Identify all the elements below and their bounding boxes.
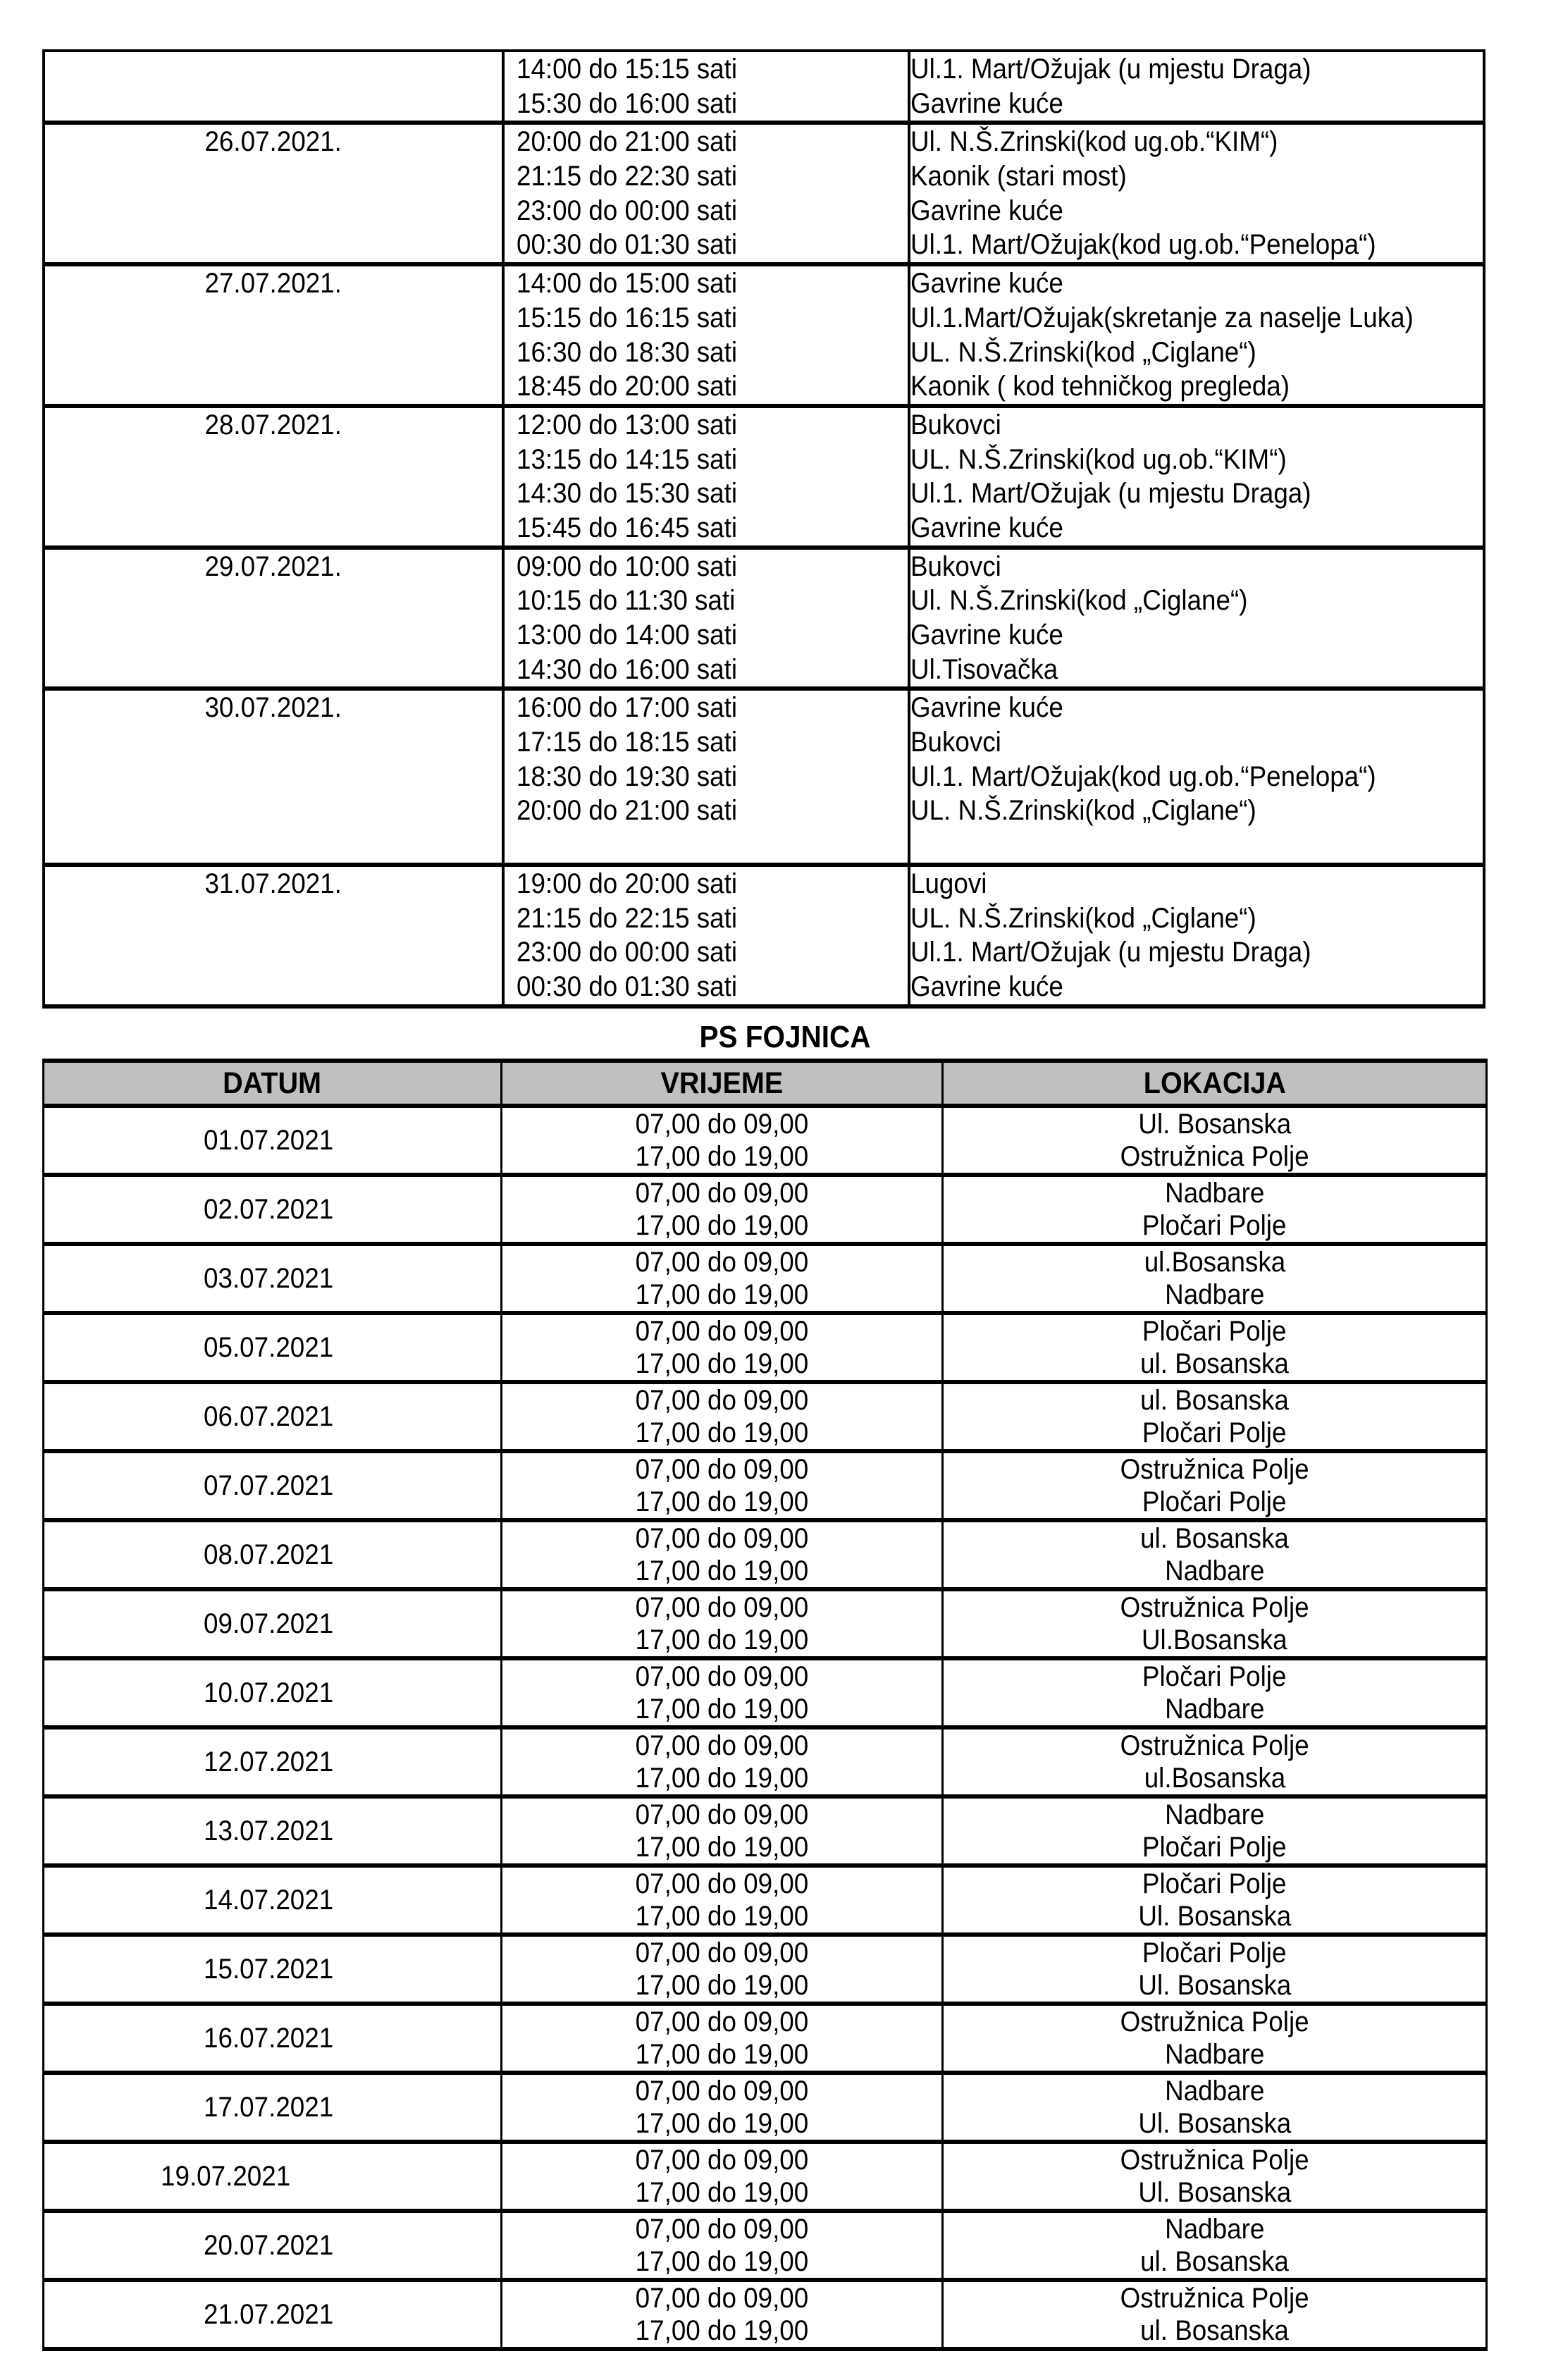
location-name: Nadbare	[1164, 1694, 1265, 1725]
time-range: 07,00 do 09,00	[635, 1592, 809, 1623]
time-range: 17,00 do 19,00	[635, 1763, 809, 1794]
time-range: 18:30 do 19:30 sati	[517, 760, 738, 792]
date-text: 17.07.2021	[204, 2092, 334, 2123]
header-location	[943, 1061, 1487, 1106]
location-name: UL. N.Š.Zrinski(kod „Ciglane“)	[910, 795, 1256, 827]
location-name: ul. Bosanska	[1140, 2315, 1289, 2346]
time-cell	[502, 1382, 943, 1451]
table-row	[44, 2280, 1487, 2349]
location-name: Ul.Bosanska	[1142, 1624, 1287, 1655]
location-name: Bukovci	[910, 409, 1001, 440]
time-range: 07,00 do 09,00	[635, 2006, 809, 2037]
location-name: Pločari Polje	[1142, 1210, 1287, 1241]
location-cell	[943, 1727, 1487, 1796]
date-text: 26.07.2021.	[204, 126, 342, 158]
time-range: 17,00 do 19,00	[635, 1901, 809, 1932]
location-cell	[943, 1589, 1487, 1658]
header-location-label: LOKACIJA	[1143, 1066, 1286, 1100]
time-range: 15:30 do 16:00 sati	[517, 87, 738, 119]
time-range: 14:00 do 15:00 sati	[517, 268, 738, 300]
time-cell	[502, 2280, 943, 2349]
date-text: 30.07.2021.	[204, 692, 342, 724]
time-range: 17:15 do 18:15 sati	[517, 727, 738, 758]
location-name: Gavrine kuće	[910, 970, 1063, 1002]
time-range: 20:00 do 21:00 sati	[517, 126, 738, 158]
location-name: Ul. Bosanska	[1138, 1109, 1291, 1140]
date-text: 15.07.2021	[204, 1954, 334, 1985]
time-range: 12:00 do 13:00 sati	[517, 409, 738, 440]
table-row	[44, 1727, 1487, 1796]
table-row	[44, 264, 1484, 406]
location-name: Ul. Bosanska	[1138, 2108, 1291, 2139]
location-cell	[909, 264, 1484, 406]
time-cell	[503, 865, 909, 1006]
location-name: Pločari Polje	[1142, 1486, 1287, 1517]
date-text: 21.07.2021	[204, 2299, 334, 2330]
location-cell	[943, 1866, 1487, 1935]
time-range: 00:30 do 01:30 sati	[517, 970, 738, 1002]
time-range: 15:15 do 16:15 sati	[517, 302, 738, 333]
table-row	[44, 1244, 1487, 1313]
table-row	[44, 1866, 1487, 1935]
date-text: 02.07.2021	[204, 1194, 334, 1225]
date-text: 16.07.2021	[204, 2023, 334, 2054]
location-name: Ostružnica Polje	[1120, 1454, 1309, 1485]
time-range: 07,00 do 09,00	[635, 1730, 809, 1761]
header-row	[44, 1061, 1487, 1106]
table-row	[44, 1935, 1487, 2004]
location-cell	[909, 51, 1484, 123]
date-cell	[44, 1106, 502, 1175]
table-row	[44, 1451, 1487, 1520]
time-range: 17,00 do 19,00	[635, 1832, 809, 1863]
time-range: 07,00 do 09,00	[635, 2076, 809, 2107]
location-cell	[943, 2073, 1487, 2142]
time-range: 20:00 do 21:00 sati	[517, 795, 738, 827]
time-range: 07,00 do 09,00	[635, 1454, 809, 1485]
time-cell	[502, 1589, 943, 1658]
time-range: 17,00 do 19,00	[635, 1210, 809, 1241]
location-name: Ul.1. Mart/Ožujak (u mjestu Draga)	[910, 54, 1311, 85]
date-text: 14.07.2021	[204, 1885, 334, 1916]
table-row	[44, 689, 1484, 864]
date-cell	[44, 123, 503, 264]
location-name: Gavrine kuće	[910, 692, 1063, 724]
location-name: Ul. Bosanska	[1138, 2177, 1291, 2208]
time-range: 00:30 do 01:30 sati	[517, 229, 738, 261]
date-cell	[44, 1866, 502, 1935]
date-cell	[44, 1589, 502, 1658]
date-text: 29.07.2021.	[204, 550, 342, 582]
location-cell	[943, 1313, 1487, 1382]
date-cell	[44, 2280, 502, 2349]
date-text: 31.07.2021.	[204, 868, 342, 899]
header-date-label: DATUM	[223, 1066, 322, 1100]
date-cell	[44, 406, 503, 548]
time-range: 07,00 do 09,00	[635, 1109, 809, 1140]
location-cell	[943, 1382, 1487, 1451]
time-range: 19:00 do 20:00 sati	[517, 868, 738, 899]
time-range: 17,00 do 19,00	[635, 2177, 809, 2208]
time-cell	[502, 1313, 943, 1382]
location-name: Ostružnica Polje	[1120, 1141, 1309, 1172]
date-text: 19.07.2021	[161, 2161, 291, 2192]
time-range: 07,00 do 09,00	[635, 2145, 809, 2176]
time-cell	[502, 2004, 943, 2073]
time-cell	[503, 689, 909, 864]
time-range: 17,00 do 19,00	[635, 1348, 809, 1379]
location-name: Ul.Tisovačka	[910, 653, 1058, 685]
date-cell	[44, 2073, 502, 2142]
time-range: 17,00 do 19,00	[635, 1624, 809, 1655]
location-name: Gavrine kuće	[910, 619, 1063, 651]
time-range: 13:00 do 14:00 sati	[517, 619, 738, 651]
date-cell	[44, 2004, 502, 2073]
time-cell	[502, 1935, 943, 2004]
time-range: 15:45 do 16:45 sati	[517, 512, 738, 543]
location-cell	[909, 123, 1484, 264]
table-row	[44, 1589, 1487, 1658]
location-cell	[943, 2142, 1487, 2211]
time-range: 07,00 do 09,00	[635, 1316, 809, 1347]
location-cell	[943, 1658, 1487, 1727]
table-row	[44, 2211, 1487, 2280]
location-cell	[943, 1451, 1487, 1520]
date-cell	[44, 1244, 502, 1313]
location-name: Pločari Polje	[1142, 1937, 1287, 1968]
location-name: Ul. N.Š.Zrinski(kod „Ciglane“)	[910, 585, 1248, 617]
date-cell	[44, 865, 503, 1006]
location-name: Nadbare	[1164, 1279, 1265, 1310]
time-range: 14:00 do 15:15 sati	[517, 54, 738, 85]
time-range: 17,00 do 19,00	[635, 1486, 809, 1517]
time-range: 17,00 do 19,00	[635, 1141, 809, 1172]
time-range: 16:30 do 18:30 sati	[517, 336, 738, 368]
location-name: Ul.1.Mart/Ožujak(skretanje za naselje Luka)	[910, 302, 1414, 333]
table-row	[44, 1520, 1487, 1589]
section-title	[0, 1018, 1563, 1057]
time-cell	[502, 1175, 943, 1244]
date-cell	[44, 1451, 502, 1520]
time-range: 07,00 do 09,00	[635, 1661, 809, 1692]
location-cell	[909, 406, 1484, 548]
date-text: 06.07.2021	[204, 1401, 334, 1432]
location-name: Kaonik (stari most)	[910, 161, 1127, 192]
date-cell	[44, 1935, 502, 2004]
location-name: Ostružnica Polje	[1120, 2283, 1309, 2314]
date-cell	[44, 1382, 502, 1451]
table-row	[44, 123, 1484, 264]
location-cell	[943, 1175, 1487, 1244]
date-text: 03.07.2021	[204, 1263, 334, 1294]
date-text: 05.07.2021	[204, 1332, 334, 1363]
schedule-table-continuation	[42, 49, 1485, 1009]
location-cell	[943, 1796, 1487, 1866]
location-name: Ul. Bosanska	[1138, 1970, 1291, 2001]
location-name: ul. Bosanska	[1140, 1385, 1289, 1416]
table-header	[44, 1061, 1487, 1106]
table-row	[44, 865, 1484, 1006]
date-text: 27.07.2021.	[204, 268, 342, 300]
time-range: 17,00 do 19,00	[635, 1555, 809, 1586]
date-cell	[44, 1727, 502, 1796]
table-row	[44, 1313, 1487, 1382]
date-cell	[44, 1520, 502, 1589]
time-range: 07,00 do 09,00	[635, 1523, 809, 1554]
date-text: 10.07.2021	[204, 1677, 334, 1708]
time-range: 16:00 do 17:00 sati	[517, 692, 738, 724]
location-name: UL. N.Š.Zrinski(kod ug.ob.“KIM“)	[910, 443, 1287, 475]
location-name: UL. N.Š.Zrinski(kod „Ciglane“)	[910, 902, 1256, 934]
time-cell	[502, 1727, 943, 1796]
location-name: UL. N.Š.Zrinski(kod „Ciglane“)	[910, 336, 1256, 368]
time-range: 07,00 do 09,00	[635, 1385, 809, 1416]
time-cell	[503, 548, 909, 689]
date-text: 12.07.2021	[204, 1746, 334, 1777]
date-text: 09.07.2021	[204, 1608, 334, 1639]
location-name: Kaonik ( kod tehničkog pregleda)	[910, 371, 1290, 402]
time-range: 21:15 do 22:30 sati	[517, 161, 738, 192]
time-range: 17,00 do 19,00	[635, 1970, 809, 2001]
location-name: Gavrine kuće	[910, 87, 1063, 119]
header-time	[502, 1061, 943, 1106]
location-cell	[943, 2280, 1487, 2349]
date-cell	[44, 51, 503, 123]
location-name: Ul. N.Š.Zrinski(kod ug.ob.“KIM“)	[910, 126, 1278, 158]
location-name: Pločari Polje	[1142, 1316, 1287, 1347]
location-name: Nadbare	[1164, 2076, 1265, 2107]
time-range: 07,00 do 09,00	[635, 2214, 809, 2245]
location-name: ul. Bosanska	[1140, 2246, 1289, 2277]
location-name: ul.Bosanska	[1144, 1247, 1285, 1278]
time-range: 13:15 do 14:15 sati	[517, 443, 738, 475]
table-row	[44, 1106, 1487, 1175]
location-name: Nadbare	[1164, 1178, 1265, 1209]
location-name: Pločari Polje	[1142, 1832, 1287, 1863]
date-cell	[44, 2142, 502, 2211]
header-time-label: VRIJEME	[660, 1066, 784, 1100]
time-range: 07,00 do 09,00	[635, 1247, 809, 1278]
table-row	[44, 2073, 1487, 2142]
date-text: 20.07.2021	[204, 2230, 334, 2261]
date-cell	[44, 1313, 502, 1382]
date-cell	[44, 548, 503, 689]
time-cell	[503, 406, 909, 548]
time-cell	[502, 1244, 943, 1313]
location-name: Ul.1. Mart/Ožujak (u mjestu Draga)	[910, 478, 1311, 510]
location-name: Ostružnica Polje	[1120, 1592, 1309, 1623]
location-name: Nadbare	[1164, 1555, 1265, 1586]
table-row	[44, 2004, 1487, 2073]
time-cell	[502, 1658, 943, 1727]
time-range: 07,00 do 09,00	[635, 1799, 809, 1830]
location-cell	[943, 2211, 1487, 2280]
location-name: Ul. Bosanska	[1138, 1901, 1291, 1932]
time-cell	[503, 123, 909, 264]
time-range: 17,00 do 19,00	[635, 2315, 809, 2346]
header-date	[44, 1061, 502, 1106]
time-range: 17,00 do 19,00	[635, 1694, 809, 1725]
time-cell	[503, 51, 909, 123]
table-row	[44, 1382, 1487, 1451]
date-text: 01.07.2021	[204, 1125, 334, 1156]
time-range: 07,00 do 09,00	[635, 1868, 809, 1899]
fojnica-table-body	[44, 1106, 1487, 2349]
location-name: Ul.1. Mart/Ožujak(kod ug.ob.“Penelopa“)	[910, 229, 1376, 261]
fojnica-schedule-table	[42, 1059, 1488, 2351]
time-cell	[502, 1451, 943, 1520]
time-range: 14:30 do 16:00 sati	[517, 653, 738, 685]
time-cell	[502, 2073, 943, 2142]
time-range: 23:00 do 00:00 sati	[517, 195, 738, 226]
time-cell	[503, 264, 909, 406]
location-name: ul.Bosanska	[1144, 1763, 1285, 1794]
date-text: 13.07.2021	[204, 1815, 334, 1846]
time-cell	[502, 1106, 943, 1175]
date-text: 08.07.2021	[204, 1539, 334, 1570]
location-name: Gavrine kuće	[910, 268, 1063, 300]
location-cell	[909, 548, 1484, 689]
location-name: Gavrine kuće	[910, 512, 1063, 543]
table-row	[44, 2142, 1487, 2211]
date-cell	[44, 1796, 502, 1866]
schedule-table-body	[44, 51, 1484, 1006]
date-cell	[44, 1658, 502, 1727]
time-range: 07,00 do 09,00	[635, 2283, 809, 2314]
location-cell	[943, 1520, 1487, 1589]
section-title-text: PS FOJNICA	[699, 1020, 871, 1054]
location-name: Ostružnica Polje	[1120, 1730, 1309, 1761]
location-name: Gavrine kuće	[910, 195, 1063, 226]
location-name: Lugovi	[910, 868, 987, 899]
location-name: Bukovci	[910, 550, 1001, 582]
time-range: 17,00 do 19,00	[635, 1279, 809, 1310]
location-name: Bukovci	[910, 727, 1001, 758]
location-cell	[943, 2004, 1487, 2073]
time-cell	[502, 2142, 943, 2211]
date-cell	[44, 2211, 502, 2280]
location-name: Ostružnica Polje	[1120, 2006, 1309, 2037]
location-cell	[943, 1106, 1487, 1175]
time-range: 14:30 do 15:30 sati	[517, 478, 738, 510]
time-range: 07,00 do 09,00	[635, 1178, 809, 1209]
location-cell	[943, 1935, 1487, 2004]
location-name: Nadbare	[1164, 1799, 1265, 1830]
table-row	[44, 51, 1484, 123]
time-cell	[502, 1796, 943, 1866]
location-cell	[909, 689, 1484, 864]
location-name: ul. Bosanska	[1140, 1523, 1289, 1554]
location-name: Ostružnica Polje	[1120, 2145, 1309, 2176]
table-row	[44, 548, 1484, 689]
location-cell	[909, 865, 1484, 1006]
time-cell	[502, 2211, 943, 2280]
location-name: Nadbare	[1164, 2214, 1265, 2245]
time-range: 17,00 do 19,00	[635, 2246, 809, 2277]
time-range: 10:15 do 11:30 sati	[517, 585, 736, 617]
date-cell	[44, 264, 503, 406]
location-name: Pločari Polje	[1142, 1868, 1287, 1899]
time-range: 23:00 do 00:00 sati	[517, 937, 738, 968]
time-range: 09:00 do 10:00 sati	[517, 550, 738, 582]
location-name: Nadbare	[1164, 2039, 1265, 2070]
date-cell	[44, 1175, 502, 1244]
location-cell	[943, 1244, 1487, 1313]
table-row	[44, 1175, 1487, 1244]
location-name: Ul.1. Mart/Ožujak(kod ug.ob.“Penelopa“)	[910, 760, 1376, 792]
location-name: Pločari Polje	[1142, 1661, 1287, 1692]
date-text: 07.07.2021	[204, 1470, 334, 1501]
table-row	[44, 406, 1484, 548]
location-name: ul. Bosanska	[1140, 1348, 1289, 1379]
time-range: 18:45 do 20:00 sati	[517, 371, 738, 402]
location-name: Ul.1. Mart/Ožujak (u mjestu Draga)	[910, 937, 1311, 968]
time-cell	[502, 1520, 943, 1589]
time-range: 17,00 do 19,00	[635, 2039, 809, 2070]
time-range: 17,00 do 19,00	[635, 1417, 809, 1448]
table-row	[44, 1796, 1487, 1866]
time-range: 21:15 do 22:15 sati	[517, 902, 738, 934]
time-cell	[502, 1866, 943, 1935]
date-cell	[44, 689, 503, 864]
date-text: 28.07.2021.	[204, 409, 342, 440]
table-row	[44, 1658, 1487, 1727]
time-range: 07,00 do 09,00	[635, 1937, 809, 1968]
location-name: Pločari Polje	[1142, 1417, 1287, 1448]
time-range: 17,00 do 19,00	[635, 2108, 809, 2139]
